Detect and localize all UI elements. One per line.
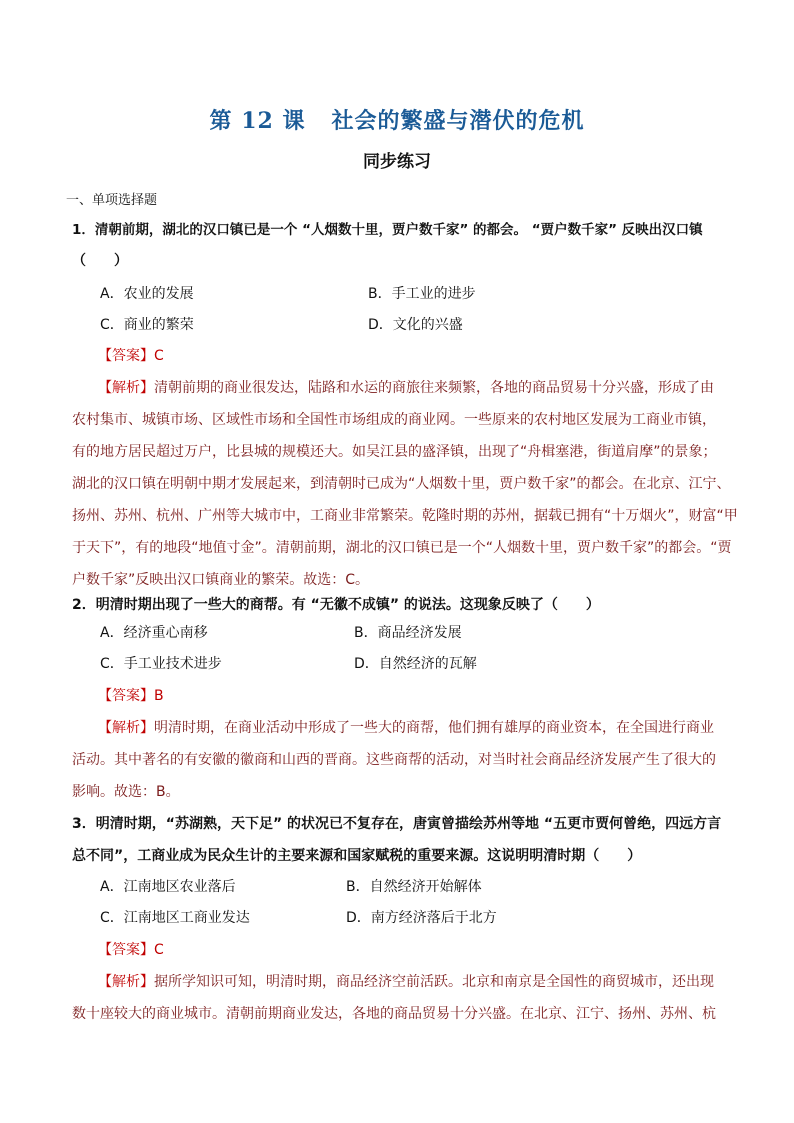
q3-explanation <box>98 971 714 991</box>
q2-explanation <box>98 717 714 737</box>
q1-explanation-line: 湖北的汉口镇在明朝中期才发展起来，到清朝时已成为“人烟数十里，贾户数千家”的都会。在北京、江宁、 <box>72 476 731 492</box>
q1-explanation <box>98 377 714 397</box>
q1-explanation-line: 有的地方居民超过万户，比县城的规模还大。如吴江县的盛泽镇，出现了“舟楫塞港，街道肩摩”的景象； <box>72 444 717 460</box>
explanation-line: 明清时期，在商业活动中形成了一些大的商帮，他们拥有雄厚的商业资本，在全国进行商业 <box>154 720 714 736</box>
explanation-line: 清朝前期的商业很发达，陆路和水运的商旅往来频繁，各地的商品贸易十分兴盛，形成了由 <box>154 380 714 396</box>
explanation-tag: 【解析】 <box>98 974 154 990</box>
section-heading: 一、单项选择题 <box>66 193 158 208</box>
question-3-stem: 3．明清时期，“苏湖熟，天下足” 的状况已不复存在，唐寅曾描绘苏州等地 “五更市贾何曾绝，四远方言 <box>72 816 722 832</box>
explanation-line: 据所学知识可知，明清时期，商品经济空前活跃。北京和南京是全国性的商贸城市，还出现 <box>154 974 714 990</box>
q1-explanation-line: 扬州、苏州、杭州、广州等大城市中，工商业非常繁荣。乾隆时期的苏州，据载已拥有“十万烟火”，财富“甲 <box>72 508 738 524</box>
explanation-tag: 【解析】 <box>98 720 154 736</box>
question-2-stem: 2．明清时期出现了一些大的商帮。有 “无徽不成镇” 的说法。这现象反映了（ ） <box>72 597 600 613</box>
page-subtitle: 同步练习 <box>363 152 431 172</box>
explanation-tag: 【解析】 <box>98 380 154 396</box>
q2-option-b: B．商品经济发展 <box>354 625 462 641</box>
q2-option-a: A．经济重心南移 <box>100 625 208 641</box>
q1-option-a: A．农业的发展 <box>100 286 194 302</box>
answer-value: B <box>154 688 164 704</box>
question-1-stem: 1．清朝前期，湖北的汉口镇已是一个 “人烟数十里，贾户数千家” 的都会。 “贾户数千家” 反映出汉口镇 <box>72 222 703 238</box>
q3-answer <box>98 939 164 959</box>
question-3-stem-cont: 总不同”，工商业成为民众生计的主要来源和国家赋税的重要来源。这说明明清时期（ ） <box>72 848 642 864</box>
q2-explanation-line: 活动。其中著名的有安徽的徽商和山西的晋商。这些商帮的活动，对当时社会商品经济发展产生了很大的 <box>72 752 716 768</box>
q1-option-c: C．商业的繁荣 <box>100 317 194 333</box>
q1-option-d: D．文化的兴盛 <box>368 317 463 333</box>
answer-tag: 【答案】 <box>98 348 154 364</box>
q3-option-d: D．南方经济落后于北方 <box>346 910 497 926</box>
q2-explanation-line: 影响。故选：B。 <box>72 784 180 800</box>
q1-explanation-line: 户数千家”反映出汉口镇商业的繁荣。故选：C。 <box>72 572 370 588</box>
answer-tag: 【答案】 <box>98 942 154 958</box>
q2-option-d: D．自然经济的瓦解 <box>354 656 477 672</box>
q3-option-b: B．自然经济开始解体 <box>346 879 482 895</box>
answer-value: C <box>154 348 164 364</box>
q3-option-c: C．江南地区工商业发达 <box>100 910 250 926</box>
q1-option-b: B．手工业的进步 <box>368 286 476 302</box>
q1-explanation-line: 于天下”，有的地段“地值寸金”。清朝前期，湖北的汉口镇已是一个“人烟数十里，贾户数千家”的都会。“贾 <box>72 540 732 556</box>
q1-answer <box>98 345 164 365</box>
answer-value: C <box>154 942 164 958</box>
q3-explanation-line: 数十座较大的商业城市。清朝前期商业发达，各地的商品贸易十分兴盛。在北京、江宁、扬州、苏州、杭 <box>72 1006 716 1022</box>
q3-option-a: A．江南地区农业落后 <box>100 879 236 895</box>
answer-tag: 【答案】 <box>98 688 154 704</box>
page-title: 第 12 课 社会的繁盛与潜伏的危机 <box>209 108 585 134</box>
question-1-stem-cont: （ ） <box>72 253 128 269</box>
q2-answer <box>98 685 164 705</box>
q1-explanation-line: 农村集市、城镇市场、区域性市场和全国性市场组成的商业网。一些原来的农村地区发展为工商业市镇， <box>72 412 716 428</box>
q2-option-c: C．手工业技术进步 <box>100 656 222 672</box>
